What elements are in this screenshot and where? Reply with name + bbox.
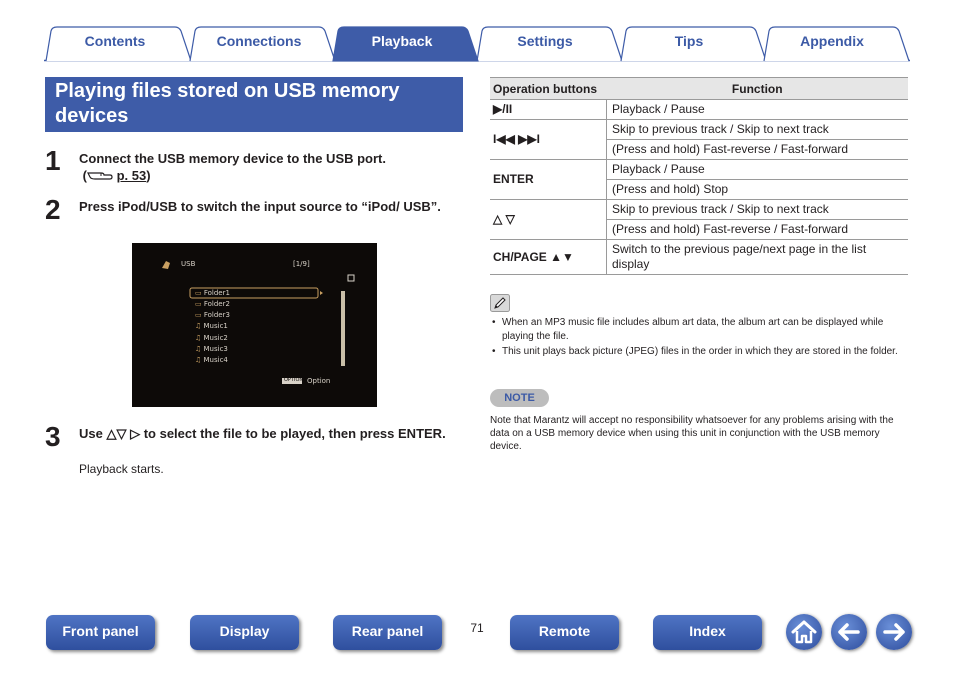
screen-list-item[interactable]: ♫ Music4: [195, 356, 228, 364]
table-row: [490, 200, 908, 220]
tab-appendix[interactable]: Appendix: [800, 33, 864, 49]
table-row: [490, 120, 908, 140]
table-cell-function: (Press and hold) Fast-reverse / Fast-forward: [607, 220, 909, 240]
table-cell-function: Skip to previous track / Skip to next track: [607, 200, 909, 220]
table-cell-button: I◀◀ ▶▶I: [490, 120, 607, 160]
table-row: [490, 160, 908, 180]
screen-list-item[interactable]: ▭ Folder2: [195, 300, 230, 308]
screen-source-label: USB: [181, 260, 196, 268]
screen-list-item[interactable]: ♫ Music1: [195, 322, 228, 330]
tab-settings[interactable]: Settings: [517, 33, 573, 49]
step-number-1: 1: [45, 145, 61, 176]
operation-table: [490, 77, 908, 275]
screen-page-indicator: [1/9]: [293, 260, 310, 268]
step-1-reference[interactable]: ( p. 53): [79, 168, 151, 183]
forward-button[interactable]: [876, 614, 912, 650]
rear-panel-button[interactable]: Rear panel: [333, 615, 442, 650]
table-cell-function: (Press and hold) Fast-reverse / Fast-forward: [607, 140, 909, 160]
table-cell-function: (Press and hold) Stop: [607, 180, 909, 200]
hand-pointer-icon: [87, 169, 113, 181]
table-cell-function: Switch to the previous page/next page in the list display: [607, 240, 909, 275]
table-cell-button: CH/PAGE ▲▼: [490, 240, 607, 275]
table-header-function: Function: [607, 78, 909, 100]
usb-browse-screen: [132, 243, 377, 407]
table-header-buttons: Operation buttons: [490, 78, 607, 100]
table-cell-function: Playback / Pause: [607, 100, 909, 120]
tab-playback[interactable]: Playback: [371, 33, 433, 49]
screen-list-item[interactable]: ♫ Music3: [195, 345, 228, 353]
tab-tips[interactable]: Tips: [674, 33, 704, 49]
index-button[interactable]: Index: [653, 615, 762, 650]
screen-graphics: [132, 243, 377, 407]
screen-list-item[interactable]: ▭ Folder3: [195, 311, 230, 319]
memo-note-2: • This unit plays back picture (JPEG) files in the order in which they are stored in the folder.: [492, 346, 898, 357]
step-1-instruction: Connect the USB memory device to the USB port.: [79, 151, 386, 166]
screen-list-item[interactable]: ▭ Folder1: [195, 289, 230, 297]
back-button[interactable]: [831, 614, 867, 650]
pencil-icon: [490, 294, 510, 312]
table-row: [490, 100, 908, 120]
display-button[interactable]: Display: [190, 615, 299, 650]
step-1-page-link[interactable]: p. 53: [116, 168, 147, 183]
step-2-text: Press iPod/USB to switch the input source to “iPod/ USB”.: [79, 199, 441, 214]
step-3-result: Playback starts.: [79, 462, 164, 476]
tab-connections[interactable]: Connections: [216, 33, 302, 49]
table-cell-button: ▶/II: [490, 100, 607, 120]
home-icon: [786, 614, 822, 650]
page-number: 71: [470, 621, 484, 635]
table-cell-button: ENTER: [490, 160, 607, 200]
arrow-left-icon: [831, 614, 867, 650]
note-text: Note that Marantz will accept no responsibility whatsoever for any problems arising with the data on a USB memory device when using this unit in conjunction with the USB memory device.: [490, 415, 894, 452]
remote-button[interactable]: Remote: [510, 615, 619, 650]
step-number-3: 3: [45, 421, 61, 452]
table-header-row: [490, 78, 908, 100]
tab-bar: [44, 26, 910, 62]
screen-list-item[interactable]: ♫ Music2: [195, 334, 228, 342]
step-3-text: Use △▽ ▷ to select the file to be played, then press ENTER.: [79, 426, 446, 441]
home-button[interactable]: [786, 614, 822, 650]
memo-note-1: • When an MP3 music file includes album art data, the album art can be displayed while playing the file.: [492, 317, 884, 342]
front-panel-button[interactable]: Front panel: [46, 615, 155, 650]
table-cell-button: △ ▽: [490, 200, 607, 240]
note-badge: NOTE: [490, 389, 549, 407]
screen-option-key: OPTION: [284, 377, 304, 383]
step-number-2: 2: [45, 194, 61, 225]
screen-option-label: Option: [307, 377, 331, 385]
table-cell-function: Skip to previous track / Skip to next track: [607, 120, 909, 140]
tab-contents[interactable]: Contents: [84, 33, 146, 49]
step-1-text: [79, 150, 459, 184]
arrow-right-icon: [876, 614, 912, 650]
table-cell-function: Playback / Pause: [607, 160, 909, 180]
table-row: [490, 240, 908, 275]
page-title: Playing files stored on USB memory devices: [45, 77, 463, 132]
